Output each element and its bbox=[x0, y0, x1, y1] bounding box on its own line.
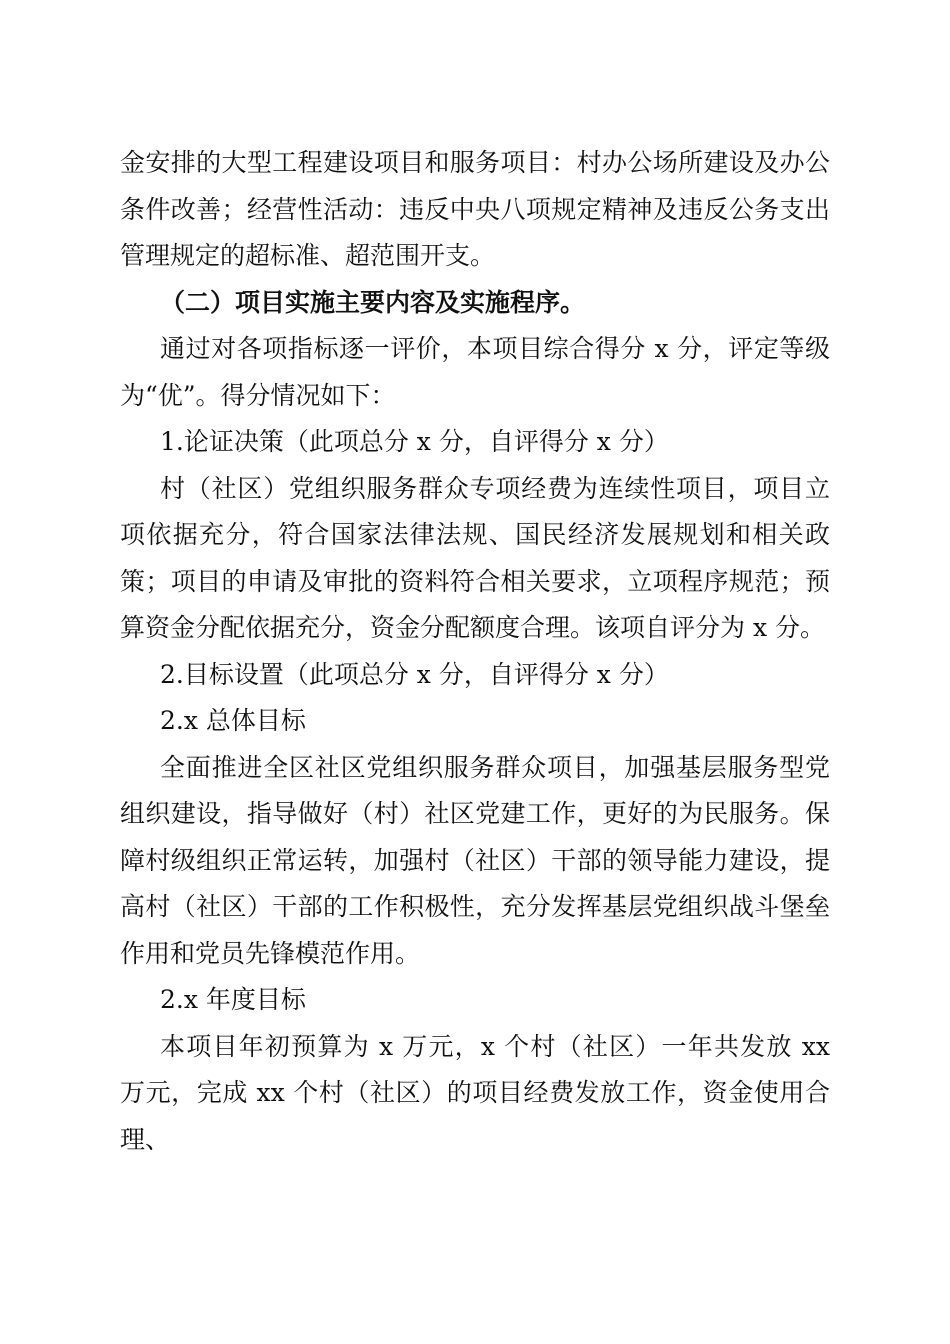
subheading-decision: 1.论证决策（此项总分 x 分，自评得分 x 分） bbox=[160, 427, 669, 456]
paragraph-evaluation-summary: 通过对各项指标逐一评价，本项目综合得分 x 分，评定等级为“优”。得分情况如下： bbox=[120, 334, 830, 410]
subheading-overall-goal: 2.x 总体目标 bbox=[160, 706, 306, 735]
paragraph-annual-goal: 本项目年初预算为 x 万元，x 个村（社区）一年共发放 xx 万元，完成 xx 个村（社区）的项目经费发放工作，资金使用合理、 bbox=[120, 1031, 830, 1154]
subheading-annual-goal: 2.x 年度目标 bbox=[160, 985, 306, 1014]
paragraph-continuation: 金安排的大型工程建设项目和服务项目：村办公场所建设及办公条件改善；经营性活动：违反中央八项规定精神及违反公务支出管理规定的超标准、超范围开支。 bbox=[120, 148, 830, 270]
section-heading-implementation: （二）项目实施主要内容及实施程序。 bbox=[160, 287, 586, 317]
document-page bbox=[120, 140, 830, 1163]
subheading-target-setting: 2.目标设置（此项总分 x 分，自评得分 x 分） bbox=[160, 659, 669, 689]
paragraph-overall-goal: 全面推进全区社区党组织服务群众项目，加强基层服务型党组织建设，指导做好（村）社区党建工作，更好的为民服务。保障村级组织正常运转，加强村（社区）干部的领导能力建设，提高村（社区）干部的工作积极性，充分发挥基层党组织战斗堡垒作用和党员先锋模范作用。 bbox=[120, 752, 830, 968]
paragraph-decision-detail: 村（社区）党组织服务群众专项经费为连续性项目，项目立项依据充分，符合国家法律法规、国民经济发展规划和相关政策；项目的申请及审批的资料符合相关要求，立项程序规范；预算资金分配依据充分，资金分配额度合理。该项自评分为 x 分。 bbox=[120, 473, 830, 642]
